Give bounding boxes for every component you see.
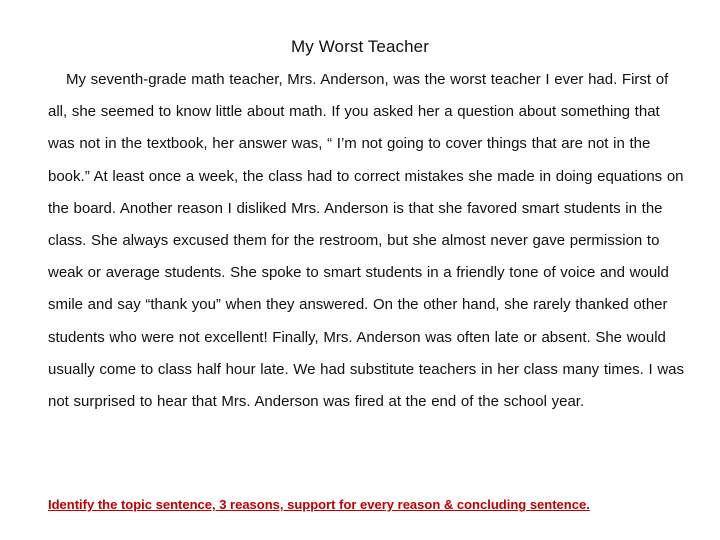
- essay-paragraph: My seventh-grade math teacher, Mrs. Anderson, was the worst teacher I ever had. First of all, she seemed to know little about math. If you asked her a question about something that was not in the textbook, her answer was, “ I’m not going to cover things that are not in the book.” At least once a week, the class had to correct mistakes she made in doing equations on the board. Another reason I disliked Mrs. Anderson is that she favored smart students in the class. She always excused them for the restroom, but she almost never gave permission to weak or average students. She spoke to smart students in a friendly tone of voice and would smile and say “thank you” when they answered. On the other hand, she rarely thanked other students who were not excellent! Finally, Mrs. Anderson was often late or absent. She would usually come to class half hour late. We had substitute teachers in her class many times. I was not surprised to hear that Mrs. Anderson was fired at the end of the school year.: [48, 71, 685, 411]
- instruction-text: Identify the topic sentence, 3 reasons, support for every reason & concluding sentence.: [48, 497, 590, 512]
- page-title: My Worst Teacher: [291, 37, 429, 56]
